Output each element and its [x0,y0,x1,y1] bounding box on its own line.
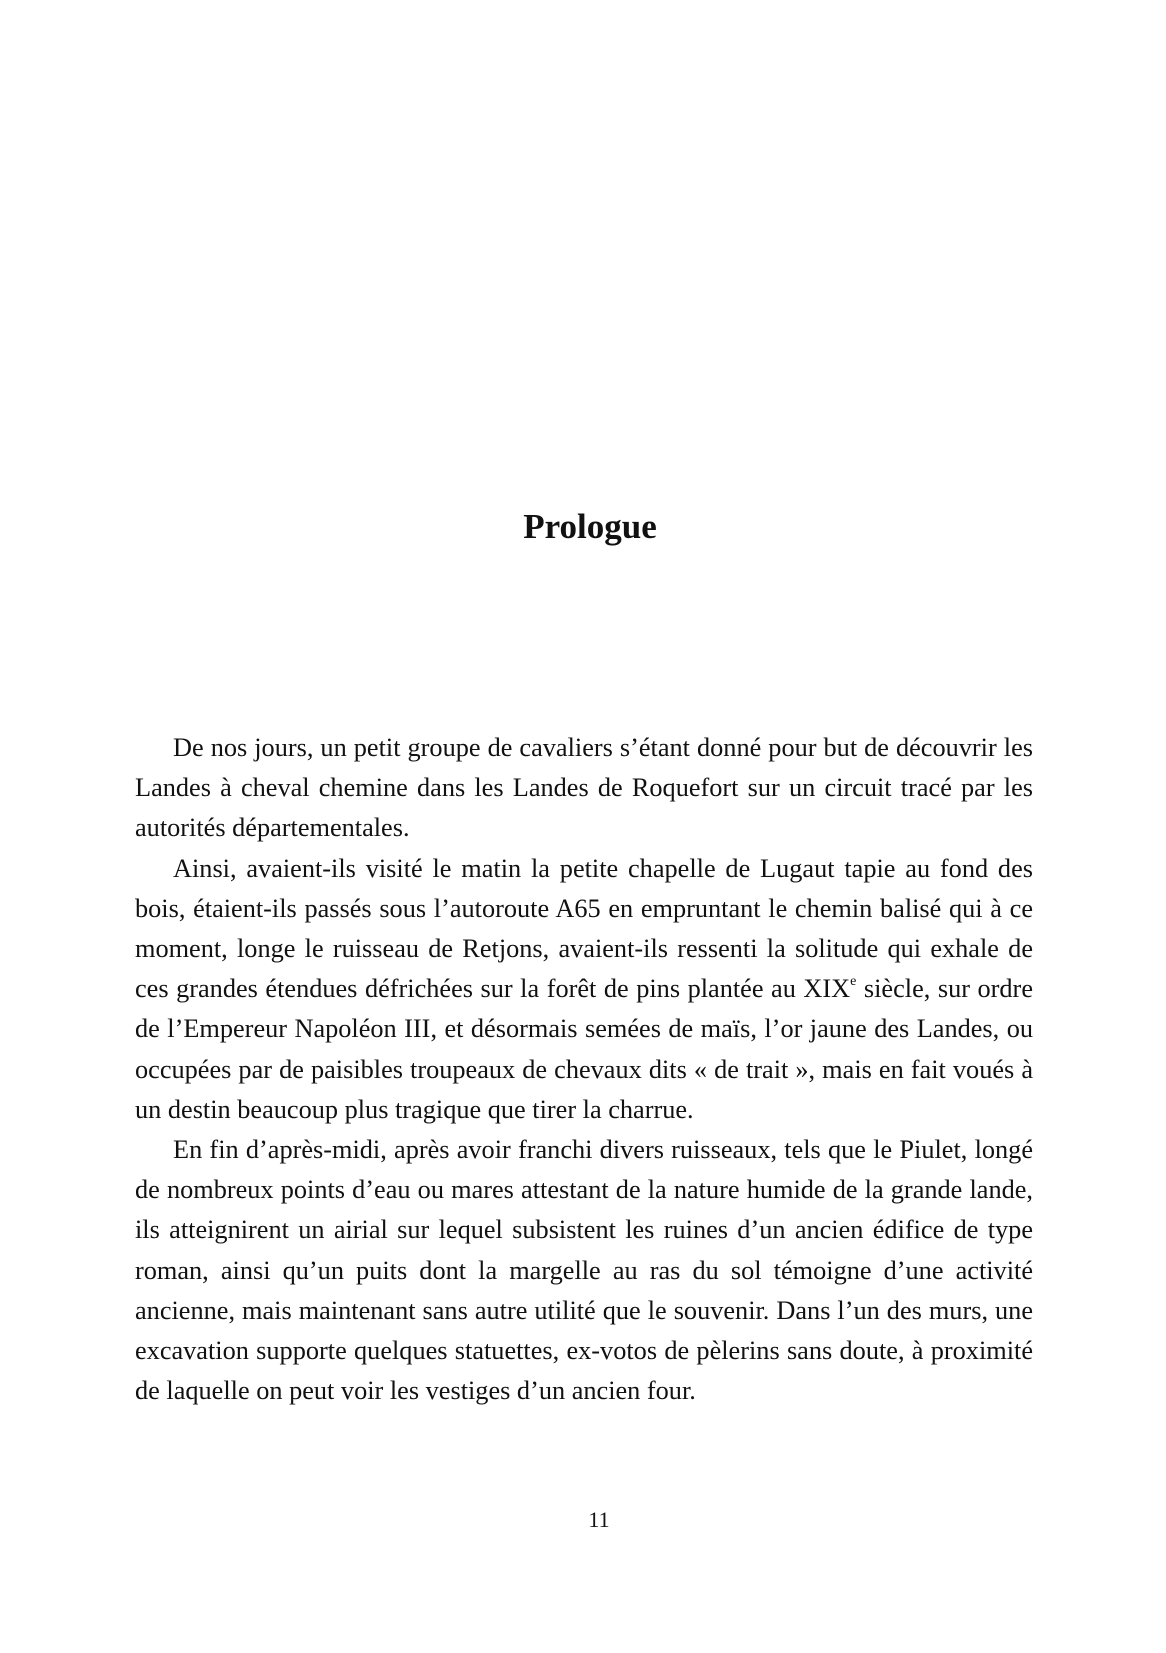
paragraph-2-text-start: Ainsi, avaient-ils visité le matin la petite chapelle de Lugaut tapie au fond des bois, étaient-ils passés sous l’autoroute A65 en empruntant le chemin balisé qui à ce moment, longe le ruisseau de Retjons, avaient-ils ressenti la solitude qui exhale de ces grandes étendues défrichées sur la forêt de pins plantée au XIX [135,853,1033,1004]
chapter-title: Prologue [523,507,657,546]
page-number: 11 [588,1507,610,1532]
paragraph-1-text: De nos jours, un petit groupe de cavaliers s’étant donné pour but de découvrir les Landes à cheval chemine dans les Landes de Roquefort sur un circuit tracé par les autorités départementales. [135,733,1033,843]
body-text [135,728,1033,1411]
century-superscript: e [850,974,857,990]
paragraph-3 [135,1130,1033,1411]
paragraph-2-text-end: siècle, sur ordre de l’Empereur Napoléon III, et désormais semées de maïs, l’or jaune des Landes, ou occupées par de paisibles troupeaux de chevaux dits « de trait », mais en fait voués à un destin beaucoup plus tragique que tirer la charrue. [135,974,1033,1124]
paragraph-3-text: En fin d’après-midi, après avoir franchi divers ruisseaux, tels que le Piulet, longé de nombreux points d’eau ou mares attestant de la nature humide de la grande lande, ils atteignirent un airial sur lequel subsistent les ruines d’un ancien édifice de type roman, ainsi qu’un puits dont la margelle au ras du sol témoigne d’une activité ancienne, mais maintenant sans autre utilité que le souvenir. Dans l’un des murs, une excavation supporte quelques statuettes, ex-votos de pèlerins sans doute, à proximité de laquelle on peut voir les vestiges d’un ancien four. [135,1135,1033,1406]
paragraph-1 [135,728,1033,849]
paragraph-2 [135,849,1033,1130]
